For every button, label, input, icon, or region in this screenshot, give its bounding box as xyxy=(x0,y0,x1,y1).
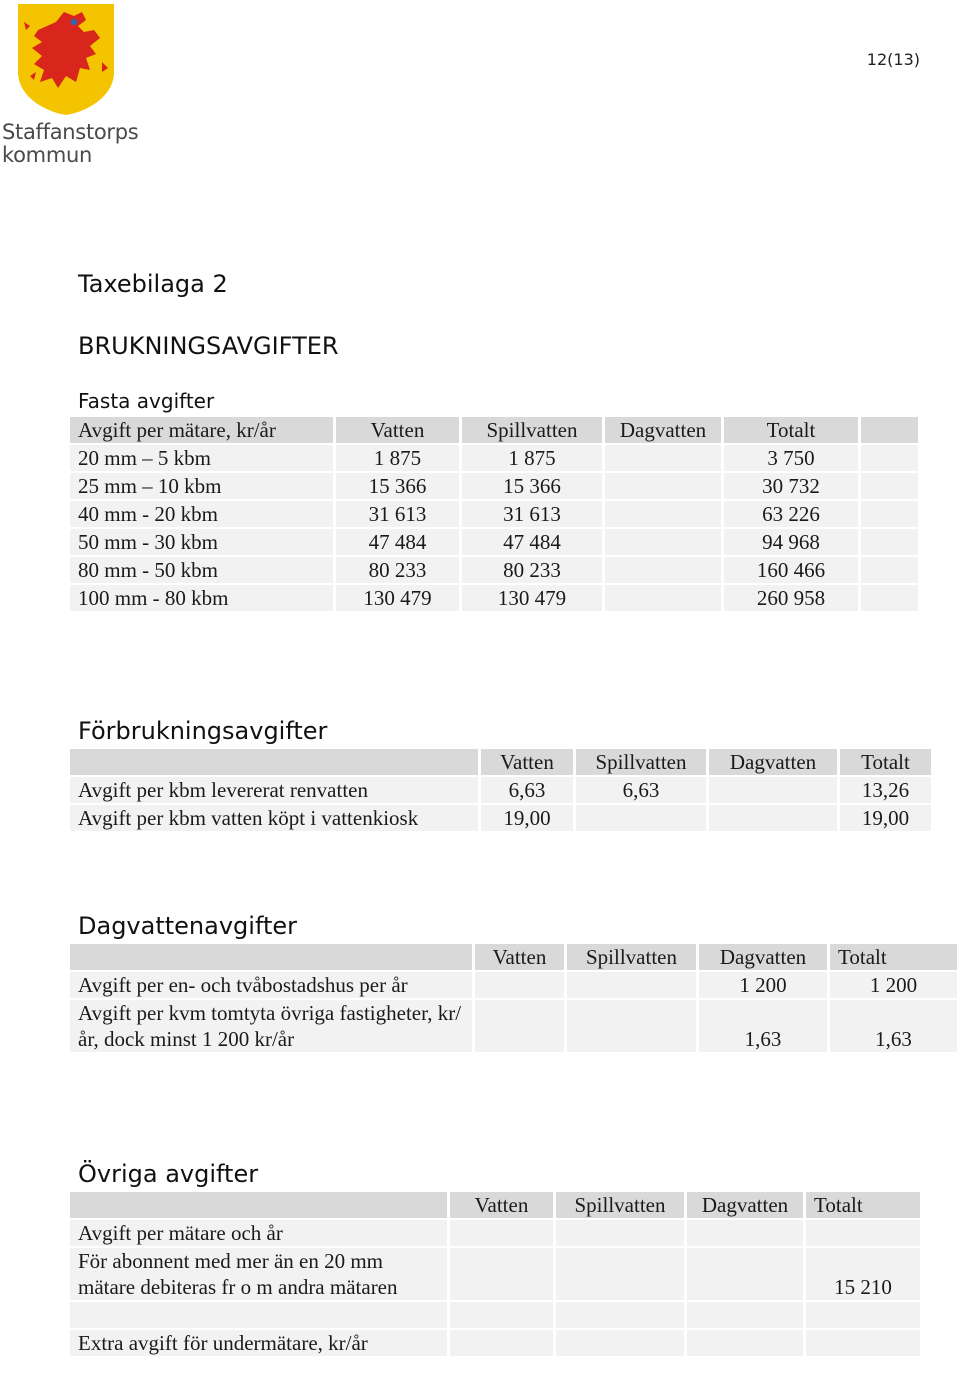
table-row xyxy=(70,972,960,1000)
column-header: Spillvatten xyxy=(576,749,709,777)
table-cell: 130 479 xyxy=(336,585,462,613)
table-cell xyxy=(861,473,921,501)
dagvatten-table xyxy=(70,944,960,1054)
ovriga-table xyxy=(70,1192,923,1358)
table-cell xyxy=(806,1302,923,1330)
table-cell: För abonnent med mer än en 20 mm mätare debiteras fr o m andra mätaren xyxy=(70,1248,450,1302)
table-cell: Avgift per kbm vatten köpt i vattenkiosk xyxy=(70,805,481,833)
table-cell: 15 210 xyxy=(806,1248,923,1302)
table-cell: 6,63 xyxy=(576,777,709,805)
table-cell xyxy=(70,1302,450,1330)
column-header: Vatten xyxy=(481,749,576,777)
table-row xyxy=(70,473,921,501)
table-cell: 1 200 xyxy=(699,972,830,1000)
table-header-row xyxy=(70,1192,923,1220)
forbrukning-heading: Förbrukningsavgifter xyxy=(78,717,328,745)
table-row xyxy=(70,1220,923,1248)
table-cell: Avgift per en- och tvåbostadshus per år xyxy=(70,972,475,1000)
table-cell xyxy=(567,972,699,1000)
dagvatten-heading: Dagvattenavgifter xyxy=(78,912,298,940)
table-cell: 80 mm - 50 kbm xyxy=(70,557,336,585)
table-cell: 130 479 xyxy=(462,585,605,613)
table-cell xyxy=(687,1302,806,1330)
table-cell: 1,63 xyxy=(699,1000,830,1054)
table-row xyxy=(70,1330,923,1358)
table-cell: 1 200 xyxy=(830,972,960,1000)
table-cell: 80 233 xyxy=(336,557,462,585)
forbrukning-table xyxy=(70,749,934,833)
table-cell xyxy=(687,1248,806,1302)
table-header-row xyxy=(70,417,921,445)
table-cell: 30 732 xyxy=(724,473,861,501)
table-cell: 40 mm - 20 kbm xyxy=(70,501,336,529)
table-cell xyxy=(861,585,921,613)
table-cell: Avgift per mätare och år xyxy=(70,1220,450,1248)
page-number: 12(13) xyxy=(866,50,920,69)
table-cell xyxy=(861,557,921,585)
table-cell xyxy=(687,1330,806,1358)
table-cell: 50 mm - 30 kbm xyxy=(70,529,336,557)
column-header: Avgift per mätare, kr/år xyxy=(70,417,336,445)
column-header xyxy=(70,1192,450,1220)
column-header: Dagvatten xyxy=(699,944,830,972)
table-cell xyxy=(861,445,921,473)
table-row xyxy=(70,501,921,529)
table-cell: 31 613 xyxy=(336,501,462,529)
table-row xyxy=(70,1248,923,1302)
org-name-line2: kommun xyxy=(2,143,92,167)
table-cell: 47 484 xyxy=(462,529,605,557)
table-cell: 15 366 xyxy=(336,473,462,501)
table-cell xyxy=(556,1330,687,1358)
table-cell xyxy=(806,1330,923,1358)
column-header xyxy=(70,749,481,777)
org-name-line1: Staffanstorps xyxy=(2,120,139,144)
table-cell: 80 233 xyxy=(462,557,605,585)
table-cell xyxy=(556,1220,687,1248)
table-cell: 25 mm – 10 kbm xyxy=(70,473,336,501)
table-cell xyxy=(475,1000,567,1054)
table-row xyxy=(70,777,934,805)
table-cell: 1 875 xyxy=(462,445,605,473)
section-title: BRUKNINGSAVGIFTER xyxy=(78,332,339,360)
table-row xyxy=(70,1302,923,1330)
table-row xyxy=(70,805,934,833)
table-cell xyxy=(567,1000,699,1054)
table-cell: Extra avgift för undermätare, kr/år xyxy=(70,1330,450,1358)
table-cell: Avgift per kbm levererat renvatten xyxy=(70,777,481,805)
table-cell: 13,26 xyxy=(840,777,934,805)
table-row xyxy=(70,585,921,613)
column-header: Vatten xyxy=(336,417,462,445)
table-row xyxy=(70,445,921,473)
column-header: Totalt xyxy=(840,749,934,777)
table-cell xyxy=(605,557,724,585)
table-cell: 15 366 xyxy=(462,473,605,501)
table-header-row xyxy=(70,944,960,972)
municipality-logo xyxy=(0,0,140,170)
table-cell: Avgift per kvm tomtyta övriga fastigheter, kr/år, dock minst 1 200 kr/år xyxy=(70,1000,475,1054)
table-cell xyxy=(556,1248,687,1302)
ovriga-heading: Övriga avgifter xyxy=(78,1160,259,1188)
table-cell xyxy=(450,1302,556,1330)
table-cell: 1,63 xyxy=(830,1000,960,1054)
table-cell xyxy=(605,501,724,529)
column-header: Dagvatten xyxy=(687,1192,806,1220)
table-row xyxy=(70,1000,960,1054)
table-cell: 1 875 xyxy=(336,445,462,473)
table-cell xyxy=(450,1248,556,1302)
table-cell: 19,00 xyxy=(840,805,934,833)
table-cell: 260 958 xyxy=(724,585,861,613)
table-cell xyxy=(687,1220,806,1248)
table-row xyxy=(70,557,921,585)
table-cell xyxy=(605,529,724,557)
table-cell xyxy=(861,529,921,557)
column-header: Spillvatten xyxy=(567,944,699,972)
column-header: Totalt xyxy=(806,1192,923,1220)
table-cell: 160 466 xyxy=(724,557,861,585)
table-header-row xyxy=(70,749,934,777)
table-cell xyxy=(605,473,724,501)
fasta-table xyxy=(70,417,921,613)
table-cell: 20 mm – 5 kbm xyxy=(70,445,336,473)
table-cell xyxy=(576,805,709,833)
column-header xyxy=(70,944,475,972)
column-header: Totalt xyxy=(830,944,960,972)
coat-of-arms-icon xyxy=(16,2,116,117)
table-cell: 19,00 xyxy=(481,805,576,833)
table-cell: 94 968 xyxy=(724,529,861,557)
column-header: Vatten xyxy=(475,944,567,972)
table-cell xyxy=(475,972,567,1000)
table-row xyxy=(70,529,921,557)
column-header: Spillvatten xyxy=(462,417,605,445)
table-cell: 31 613 xyxy=(462,501,605,529)
table-cell xyxy=(605,585,724,613)
table-cell xyxy=(450,1220,556,1248)
column-header: Dagvatten xyxy=(709,749,840,777)
column-header: Totalt xyxy=(724,417,861,445)
table-cell xyxy=(605,445,724,473)
document-title: Taxebilaga 2 xyxy=(78,270,228,298)
table-cell xyxy=(556,1302,687,1330)
column-header: Dagvatten xyxy=(605,417,724,445)
fasta-heading: Fasta avgifter xyxy=(78,389,215,413)
column-header: Vatten xyxy=(450,1192,556,1220)
table-cell xyxy=(450,1330,556,1358)
column-header: Spillvatten xyxy=(556,1192,687,1220)
table-cell xyxy=(861,501,921,529)
table-cell: 47 484 xyxy=(336,529,462,557)
table-cell xyxy=(709,777,840,805)
table-cell: 100 mm - 80 kbm xyxy=(70,585,336,613)
table-cell: 6,63 xyxy=(481,777,576,805)
table-cell xyxy=(806,1220,923,1248)
table-cell: 3 750 xyxy=(724,445,861,473)
table-cell xyxy=(709,805,840,833)
table-cell: 63 226 xyxy=(724,501,861,529)
column-header xyxy=(861,417,921,445)
